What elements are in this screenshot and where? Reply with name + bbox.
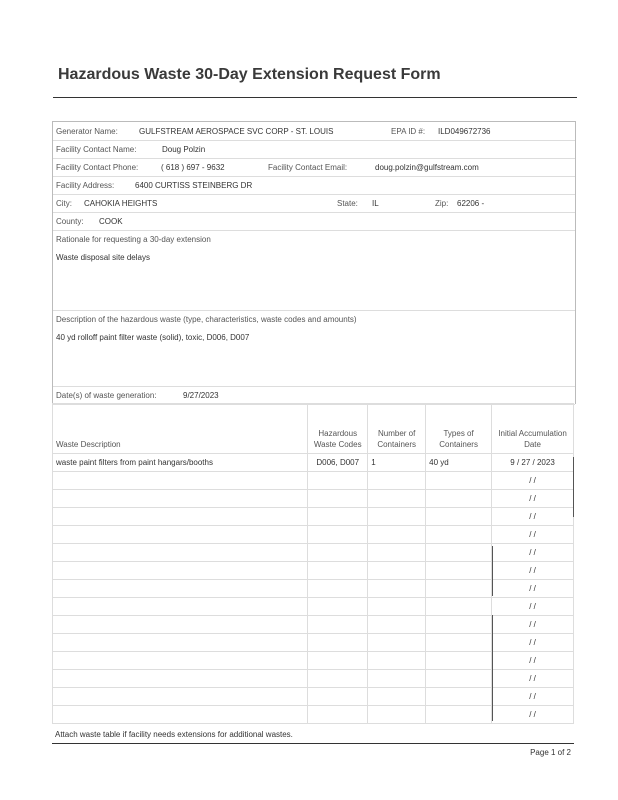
margin-mark [492, 546, 493, 596]
description-value[interactable]: 40 yd rolloff paint filter waste (solid), toxic, D006, D007 [56, 333, 250, 342]
cell-desc[interactable] [53, 616, 308, 634]
cell-number[interactable] [368, 616, 426, 634]
cell-codes[interactable] [308, 526, 368, 544]
cell-codes[interactable] [308, 472, 368, 490]
cell-desc[interactable] [53, 562, 308, 580]
cell-number[interactable] [368, 580, 426, 598]
cell-types[interactable] [426, 616, 492, 634]
cell-types[interactable] [426, 526, 492, 544]
cell-desc[interactable] [53, 670, 308, 688]
cell-number[interactable] [368, 544, 426, 562]
table-row [53, 706, 574, 724]
cell-desc[interactable] [53, 508, 308, 526]
cell-codes[interactable] [308, 544, 368, 562]
cell-date[interactable]: / / [492, 508, 574, 526]
cell-codes[interactable] [308, 634, 368, 652]
city-row [53, 194, 575, 213]
table-row [53, 652, 574, 670]
cell-desc[interactable] [53, 526, 308, 544]
cell-codes[interactable]: D006, D007 [308, 454, 368, 472]
cell-date[interactable]: / / [492, 616, 574, 634]
generator-value[interactable]: GULFSTREAM AEROSPACE SVC CORP - ST. LOUIS [139, 127, 334, 136]
cell-number[interactable] [368, 490, 426, 508]
cell-types[interactable] [426, 634, 492, 652]
header-types-containers: Types of Containers [426, 404, 492, 454]
cell-types[interactable] [426, 562, 492, 580]
cell-types[interactable] [426, 490, 492, 508]
cell-date[interactable]: / / [492, 526, 574, 544]
cell-codes[interactable] [308, 688, 368, 706]
cell-date[interactable]: / / [492, 598, 574, 616]
cell-codes[interactable] [308, 490, 368, 508]
page-number: Page 1 of 2 [530, 748, 571, 757]
cell-number[interactable] [368, 634, 426, 652]
cell-number[interactable] [368, 688, 426, 706]
contact-phone-row [53, 158, 575, 177]
cell-desc[interactable] [53, 688, 308, 706]
address-row [53, 176, 575, 195]
epa-id-value[interactable]: ILD049672736 [438, 127, 491, 136]
contact-phone-label: Facility Contact Phone: [56, 163, 139, 172]
cell-number[interactable] [368, 598, 426, 616]
city-value[interactable]: CAHOKIA HEIGHTS [84, 199, 158, 208]
cell-desc[interactable] [53, 490, 308, 508]
cell-date[interactable]: / / [492, 472, 574, 490]
description-label: Description of the hazardous waste (type, characteristics, waste codes and amounts) [56, 315, 357, 324]
cell-desc[interactable] [53, 544, 308, 562]
cell-types[interactable] [426, 508, 492, 526]
cell-codes[interactable] [308, 616, 368, 634]
county-label: County: [56, 217, 84, 226]
cell-number[interactable] [368, 526, 426, 544]
waste-table-header [53, 404, 574, 454]
cell-types[interactable] [426, 472, 492, 490]
footer-divider [52, 743, 574, 744]
cell-date[interactable]: / / [492, 652, 574, 670]
state-value[interactable]: IL [372, 199, 379, 208]
address-value[interactable]: 6400 CURTISS STEINBERG DR [135, 181, 253, 190]
city-label: City: [56, 199, 72, 208]
cell-types[interactable] [426, 652, 492, 670]
cell-date[interactable]: / / [492, 562, 574, 580]
cell-date[interactable]: / / [492, 580, 574, 598]
address-label: Facility Address: [56, 181, 115, 190]
table-row [53, 580, 574, 598]
table-row [53, 490, 574, 508]
zip-label: Zip: [435, 199, 449, 208]
attach-note: Attach waste table if facility needs extensions for additional wastes. [55, 730, 293, 739]
rationale-label: Rationale for requesting a 30-day extension [56, 235, 211, 244]
generator-label: Generator Name: [56, 127, 118, 136]
cell-codes[interactable] [308, 580, 368, 598]
rationale-block [53, 230, 575, 311]
county-value[interactable]: COOK [99, 217, 123, 226]
cell-types[interactable] [426, 598, 492, 616]
table-row [53, 616, 574, 634]
cell-codes[interactable] [308, 562, 368, 580]
waste-table [52, 403, 574, 724]
cell-date[interactable]: 9 / 27 / 2023 [492, 454, 574, 472]
cell-number[interactable] [368, 670, 426, 688]
table-row [53, 670, 574, 688]
header-number-containers: Number of Containers [368, 404, 426, 454]
cell-types[interactable] [426, 688, 492, 706]
page-title: Hazardous Waste 30-Day Extension Request Form [58, 66, 441, 83]
margin-mark [573, 457, 574, 517]
cell-desc[interactable] [53, 472, 308, 490]
table-row [53, 454, 574, 472]
generator-row [53, 122, 575, 141]
cell-codes[interactable] [308, 652, 368, 670]
cell-types[interactable] [426, 706, 492, 724]
cell-desc[interactable] [53, 652, 308, 670]
cell-desc[interactable] [53, 598, 308, 616]
generation-date-label: Date(s) of waste generation: [56, 391, 157, 400]
table-row [53, 598, 574, 616]
generation-date-value[interactable]: 9/27/2023 [183, 391, 219, 400]
cell-types[interactable] [426, 670, 492, 688]
table-row [53, 634, 574, 652]
table-row [53, 472, 574, 490]
cell-desc[interactable]: waste paint filters from paint hangars/booths [53, 454, 308, 472]
header-hazardous-codes: Hazardous Waste Codes [308, 404, 368, 454]
cell-desc[interactable] [53, 634, 308, 652]
title-divider [53, 97, 577, 98]
epa-id-label: EPA ID #: [391, 127, 426, 136]
header-accumulation-date: Initial Accumulation Date [492, 404, 574, 454]
zip-value[interactable]: 62206 - [457, 199, 485, 208]
rationale-value[interactable]: Waste disposal site delays [56, 253, 150, 262]
cell-date[interactable]: / / [492, 706, 574, 724]
cell-number[interactable] [368, 706, 426, 724]
contact-email-label: Facility Contact Email: [268, 163, 348, 172]
cell-number[interactable]: 1 [368, 454, 426, 472]
description-block [53, 310, 575, 387]
header-waste-description: Waste Description [53, 404, 308, 454]
cell-date[interactable]: / / [492, 544, 574, 562]
state-label: State: [337, 199, 358, 208]
cell-codes[interactable] [308, 508, 368, 526]
table-row [53, 544, 574, 562]
table-row [53, 526, 574, 544]
cell-types[interactable] [426, 580, 492, 598]
cell-date[interactable]: / / [492, 634, 574, 652]
margin-mark [492, 615, 493, 721]
cell-types[interactable]: 40 yd [426, 454, 492, 472]
cell-codes[interactable] [308, 670, 368, 688]
cell-date[interactable]: / / [492, 670, 574, 688]
table-row [53, 562, 574, 580]
cell-date[interactable]: / / [492, 490, 574, 508]
table-row [53, 688, 574, 706]
facility-form [52, 121, 576, 404]
contact-name-value[interactable]: Doug Polzin [162, 145, 206, 154]
table-row [53, 508, 574, 526]
cell-date[interactable]: / / [492, 688, 574, 706]
cell-number[interactable] [368, 472, 426, 490]
cell-desc[interactable] [53, 706, 308, 724]
cell-number[interactable] [368, 508, 426, 526]
contact-phone-value[interactable]: ( 618 ) 697 - 9632 [161, 163, 225, 172]
cell-codes[interactable] [308, 598, 368, 616]
cell-desc[interactable] [53, 580, 308, 598]
cell-codes[interactable] [308, 706, 368, 724]
cell-types[interactable] [426, 544, 492, 562]
contact-email-value[interactable]: doug.polzin@gulfstream.com [375, 163, 479, 172]
county-row [53, 212, 575, 231]
cell-number[interactable] [368, 652, 426, 670]
contact-name-label: Facility Contact Name: [56, 145, 137, 154]
cell-number[interactable] [368, 562, 426, 580]
contact-name-row [53, 140, 575, 159]
